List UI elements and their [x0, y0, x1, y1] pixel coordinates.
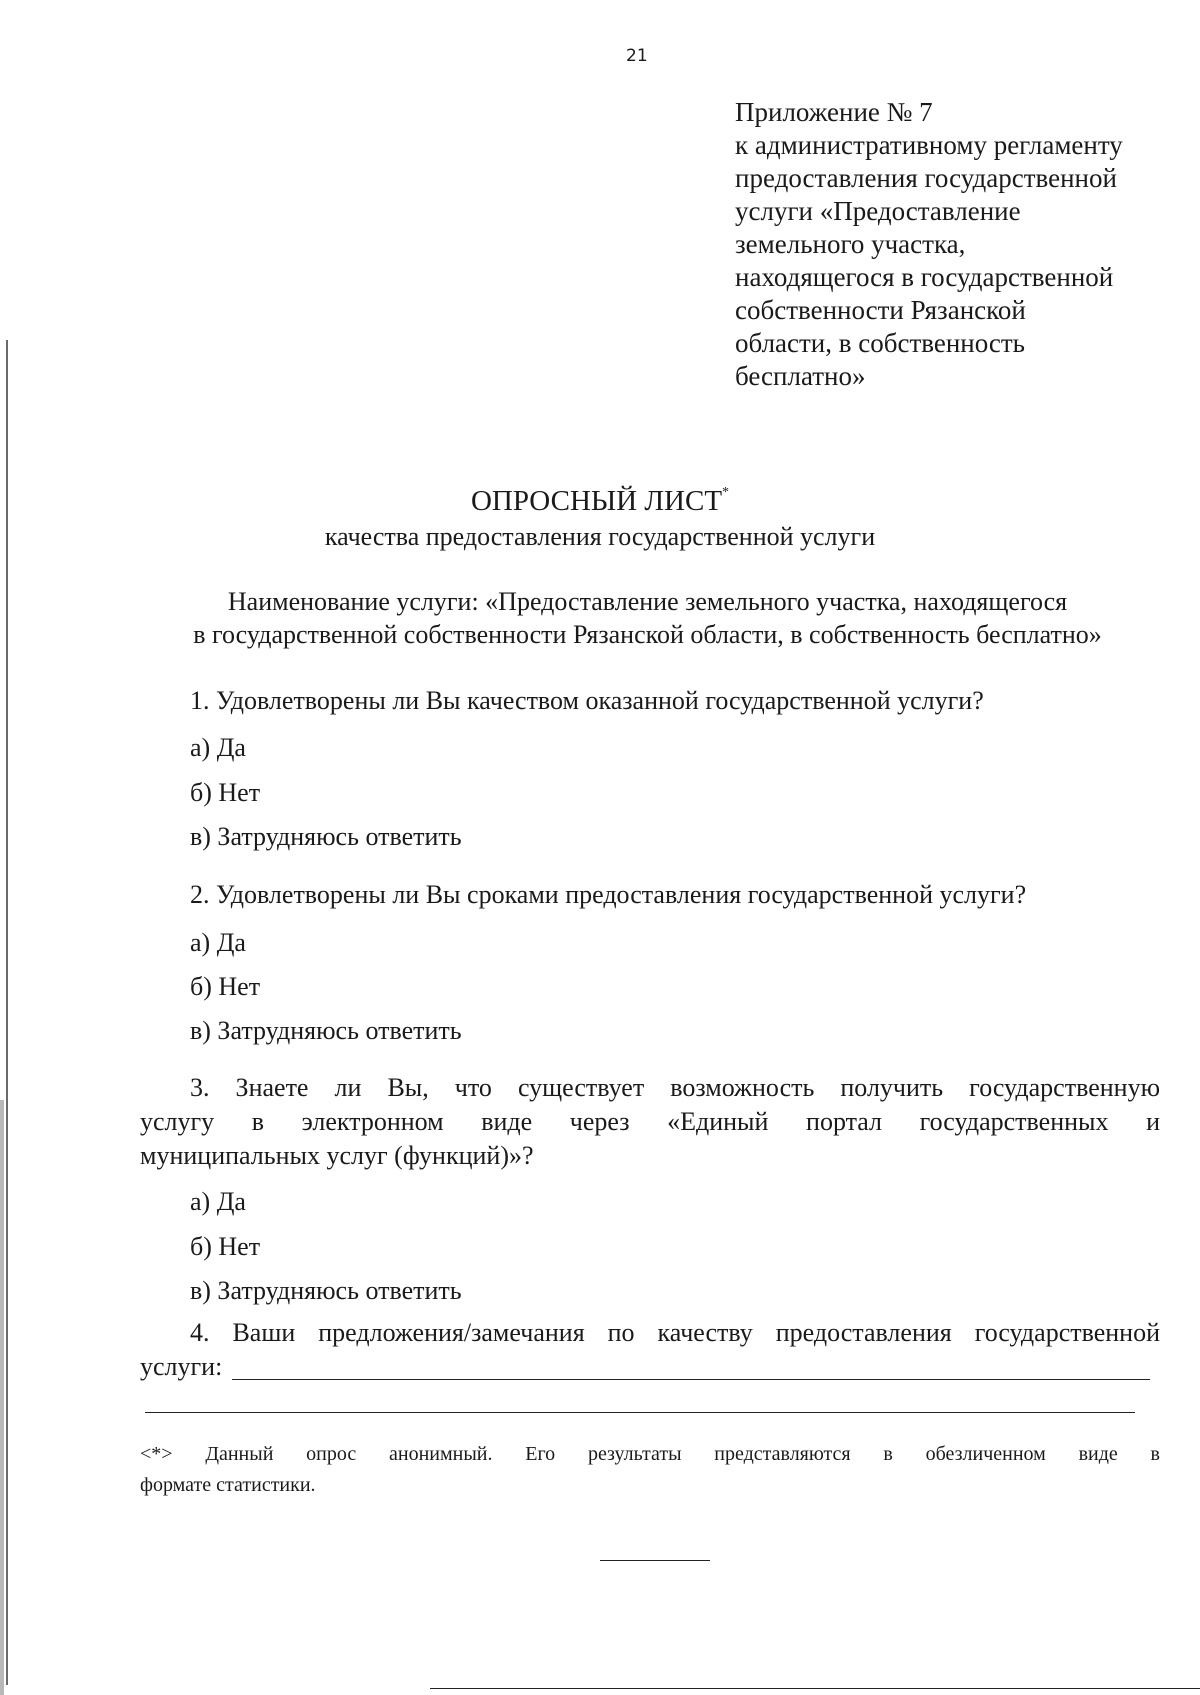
answer-option: б) Нет	[190, 778, 261, 807]
answer-option: б) Нет	[190, 1232, 261, 1261]
answer-option: а) Да	[190, 733, 246, 762]
answer-option: в) Затрудняюсь ответить	[190, 1276, 462, 1305]
question-3-line: муниципальных услуг (функций)»?	[140, 1141, 534, 1170]
appendix-header	[735, 96, 1155, 393]
question-1: 1. Удовлетворены ли Вы качеством оказанной государственной услуги?	[190, 686, 984, 715]
question-3-line: услугу в электронном виде через «Единый портал государственных и	[140, 1107, 1160, 1136]
question-2: 2. Удовлетворены ли Вы сроками предоставления государственной услуги?	[190, 880, 1027, 909]
document-title	[0, 485, 1200, 518]
footnote-line: формате статистики.	[140, 1474, 316, 1496]
answer-option: а) Да	[190, 1187, 246, 1216]
answer-option: в) Затрудняюсь ответить	[190, 822, 462, 851]
page-bottom-edge	[430, 1688, 1200, 1689]
document-subtitle: качества предоставления государственной услуги	[324, 522, 876, 551]
answer-option: б) Нет	[190, 972, 261, 1001]
title-text: ОПРОСНЫЙ ЛИСТ	[470, 485, 723, 517]
appendix-line: собственности Рязанской	[735, 295, 1026, 325]
appendix-line: области, в собственность	[735, 328, 1025, 358]
answer-option: в) Затрудняюсь ответить	[190, 1016, 462, 1045]
answer-fill-line	[232, 1379, 1150, 1380]
appendix-line: Приложение № 7	[735, 97, 933, 127]
page-number: 21	[626, 46, 648, 66]
answer-fill-line	[145, 1412, 1135, 1413]
appendix-line: услуги «Предоставление	[735, 196, 1021, 226]
end-separator	[600, 1560, 710, 1561]
appendix-line: предоставления государственной	[735, 163, 1117, 193]
footnote-line: <*> Данный опрос анонимный. Его результаты представляются в обезличенном виде в	[140, 1443, 1160, 1465]
appendix-line: находящегося в государственной	[735, 262, 1114, 292]
footnote-marker: *	[722, 485, 730, 500]
question-4-line: 4. Ваши предложения/замечания по качеству предоставления государственной	[190, 1318, 1160, 1347]
appendix-line: к административному регламенту	[735, 130, 1123, 160]
question-4-label: услуги:	[140, 1352, 223, 1381]
service-name	[140, 585, 1155, 651]
scan-edge-shadow-lower	[0, 1100, 4, 1695]
appendix-line: земельного участка,	[735, 229, 966, 259]
answer-option: а) Да	[190, 928, 246, 957]
question-3-line: 3. Знаете ли Вы, что существует возможность получить государственную	[190, 1073, 1160, 1102]
service-name-line: в государственной собственности Рязанской области, в собственность бесплатно»	[193, 620, 1102, 649]
service-name-line: Наименование услуги: «Предоставление земельного участка, находящегося	[227, 587, 1068, 616]
appendix-line: бесплатно»	[735, 361, 866, 391]
